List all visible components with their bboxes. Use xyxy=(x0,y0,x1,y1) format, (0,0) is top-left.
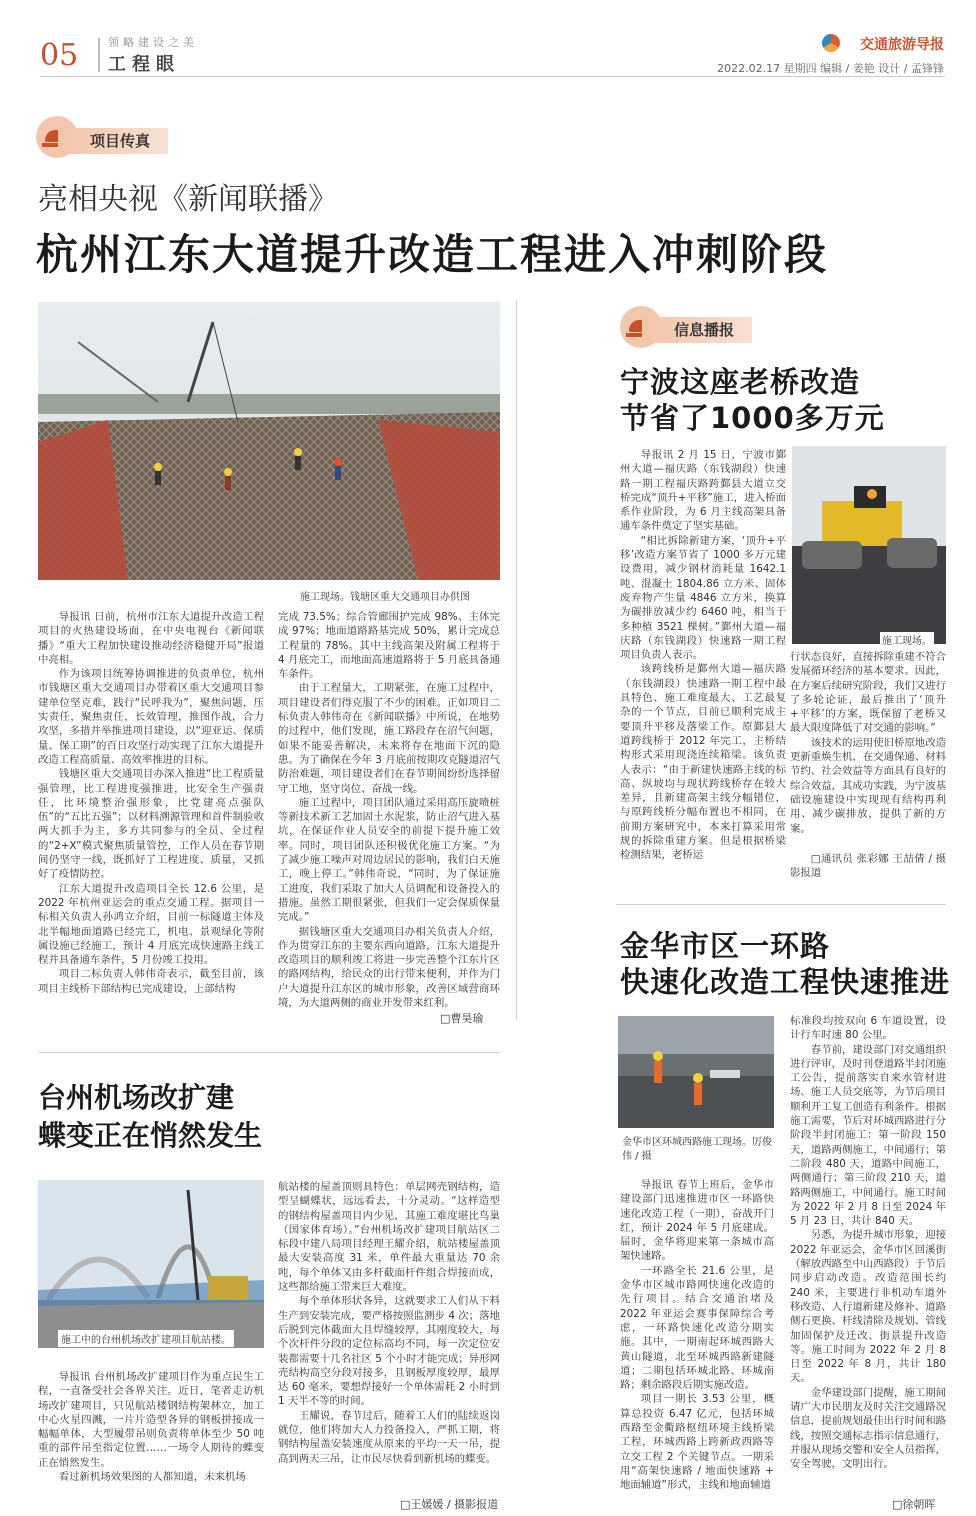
taizhou-photo-caption: 施工中的台州机场改扩建项目航站楼。 xyxy=(58,1330,234,1347)
taizhou-byline: □王媛媛 / 摄影报道 xyxy=(400,1498,499,1511)
paragraph: 导报讯 2 月 15 日，宁波市鄞州大道—福庆路（东钱湖段）快速路一期工程福庆路跨鄞县大道立交桥完成“顶升+平移”施工，进入桥面系作业阶段，为 6 月主线高架具备通车条件奠定了坚实基础。 xyxy=(620,449,786,533)
jinhua-photo xyxy=(618,1016,774,1128)
jinhua-title-line1: 金华市区一环路 xyxy=(620,929,831,963)
paragraph: 项目一期长 3.53 公里，概算总投资 6.47 亿元，包括环城西路至金衢路枢纽环境主线桥梁工程，环城西路上跨新政西路等立交工程 2 个关键节点。一期采用“高架快速路 / 地面快速路 + 地面辅道”形式，主线和地面辅道 xyxy=(620,1393,774,1492)
main-photo-caption: 施工现场。钱塘区重大交通项目办供图 xyxy=(300,592,470,603)
paragraph: 该技术的运用使旧桥原地改造更新重焕生机，在交通保通、材料节约、社会效益等方面具有良好的综合效益，其成功实践，为宁波基础设施建设中实现现有结构再利用、减少碳排放，提供了新的方案。 xyxy=(790,736,946,835)
paragraph: 另悉，为提升城市形象，迎接 2022 年亚运会，金华市区回溪街（解放西路至中山西路段）于节后同步启动改造。改造范围长约 240 米，主要进行非机动车道外移改造、人行道新建及修补、道路侧石更换、杆线清除及规划、管线加固保护及迁改、街景提升改造等。施工时间为 2022 年 2 月 8 日至 2022 年 8 月，共计 180 天。 xyxy=(790,1229,946,1385)
paragraph: 春节前，建设部门对交通组织进行评审，及时刊登道路半封闭施工公告，提前落实自来水管材进场、施工人员交底等，为节后项目顺利开工复工创造有利条件。根据施工需要，节后对环城西路进行分阶段半封闭施工：第一阶段 150 天，道路两侧施工，中间通行；第二阶段 480 天，道路中间施工，两侧通行；第三阶段 210 天，道路两侧施工，中间通行。施工时间为 2022 年 2 月 8 日至 2024 年 5 月 23 日，共计 840 天。 xyxy=(790,1043,946,1228)
taizhou-photo xyxy=(38,1180,264,1348)
taizhou-title-line2: 蝶变正在悄然发生 xyxy=(38,1119,263,1152)
taizhou-column-1 xyxy=(38,1370,264,1484)
header-divider xyxy=(98,38,100,72)
ningbo-title-line1: 宁波这座老桥改造 xyxy=(620,365,861,399)
header-rule xyxy=(40,76,945,77)
paragraph: 行状态良好，直接拆除重建不符合发展循环经济的基本要求。因此，在方案后续研究阶段，我们又进行了多轮论证，最后推出了‘顶升+平移’的方案，既保留了老桥又最大限度降低了对交通的影响。” xyxy=(790,651,946,735)
section-tag-project: 项目传真 xyxy=(58,128,168,154)
page-number: 05 xyxy=(40,38,79,73)
paragraph: 王耀说，春节过后，随着工人们的陆续返岗就位，他们将加大人力投备投入，严抓工期，将钢结构屋盖安装速度从原来的平均一天一吊，提高到两天三吊，让市民尽快看到新机场的蝶变。 xyxy=(278,1409,500,1465)
ningbo-byline xyxy=(790,852,946,881)
paragraph: 完成 73.5%；综合管廊围护完成 98%、主体完成 97%；地面道路路基完成 50%，累计完成总工程量的 78%。其中主线高架及附属工程将于 4 月底完工，而地面高速道路将于 5 月底具备通车条件。 xyxy=(278,611,500,681)
ningbo-column-2 xyxy=(790,650,946,836)
paragraph: “相比拆除新建方案，‘顶升+平移’改造方案节省了 1000 多万元建设费用，减少钢材消耗量 1642.1 吨、混凝土 1804.86 立方米、固体废弃物产生量 4846 立方米，换算为碳排放减少约 6460 吨，相当于多种植 3521 棵树。”鄞州大道—福庆路（东钱湖段）快速路一期工程项目负责人表示。 xyxy=(620,534,786,662)
paragraph: 标准段均按双向 6 车道设置，设计行车时速 80 公里。 xyxy=(790,1015,946,1042)
section-divider xyxy=(616,904,946,905)
main-column-2 xyxy=(278,610,500,1010)
ningbo-photo xyxy=(792,446,946,644)
paragraph: 导报讯 春节上班后，金华市建设部门迅速推进市区一环路快速化改造工程（一期），奋战开门红，预计 2024 年 5 月底建成。届时，金华将迎来第一条城市高架快速路。 xyxy=(620,1179,774,1263)
brand-name: 交通旅游导报 xyxy=(860,37,944,53)
brand-logo-icon xyxy=(822,34,840,52)
paragraph: 项目二标负责人韩伟奇表示，截至目前，该项目主线桥下部结构已完成建设，上部结构 xyxy=(38,968,264,995)
jinhua-title-line2: 快速化改造工程快速推进 xyxy=(620,965,951,999)
jinhua-byline: □徐朝晖 xyxy=(892,1498,936,1511)
main-kicker: 亮相央视《新闻联播》 xyxy=(38,182,338,217)
paragraph: 作为该项目统筹协调推进的负责单位，杭州市钱塘区重大交通项目办带着区重大交通项目参建单位坚克难，践行“民呼我为”，聚焦问题，压实责任，聚焦责任，长效管理，推图作战，合力攻坚，多措并举推进项目建设，以“迎亚运、保质量、保工期”的百日攻坚行动实现了江东大道提升改造工程高质量、高效率推进的目标。 xyxy=(38,668,264,766)
section-tag-info: 信息播报 xyxy=(642,317,752,343)
paragraph: 金华建设部门提醒，施工期间请广大市民朋友及时关注交通路况信息，提前规划最佳出行时间和路线，按照交通标志指示信息通行，并服从现场交警和安全人员指挥，安全驾驶，文明出行。 xyxy=(790,1386,946,1471)
paragraph: 航站楼的屋盖顶则具特色：单层网壳钢结构，造型呈蝴蝶状，远远看去，十分灵动。“这样造型的钢结构屋盖项目内少见，其施工难度堪比鸟巢（国家体育场）。”台州机场改扩建项目航站区二标段中建八局项目经理王耀介绍，航站楼屋盖顶最大安装高度 31 米，单件最大重量达 70 余吨，每个单体又由多杆截面杆件组合焊接而成，这些都给施工带来巨大难度。 xyxy=(278,1181,500,1294)
main-headline: 杭州江东大道提升改造工程进入冲刺阶段 xyxy=(36,230,829,279)
section-divider xyxy=(38,1052,500,1053)
paragraph: 该跨线桥是鄞州大道—福庆路（东钱湖段）快速路一期工程中最具特色、施工难度最大、工艺最复杂的一个节点，目前已顺利完成主要顶升平移及落梁工作。原鄞县大道跨线桥于 2012 年完工，主桥结构形式采用现浇连续箱梁。该负责人表示：“由于新建快速路主线的标高、纵坡均与现状跨线桥存在较大差异，且新建高架主线分幅错位，与原跨线桥分幅布置也不相同，在前期方案研究中，本来打算采用常规的拆除重建方案。但是根据桥梁检测结果，老桥运 xyxy=(620,663,786,862)
taizhou-column-2 xyxy=(278,1180,500,1466)
paragraph: 施工过程中，项目团队通过采用高压旋喷桩等新技术新工艺加固土水泥浆，防止沼气进入基坑，在保证作业人员安全的前提下提升施工效率。同时，项目团队还积极优化施工方案。“为了减少施工噪声对周边居民的影响，我们白天施工，晚上停工。”韩伟奇说，“同时，为了保证施工进度，我们采取了加大人员调配和设备投入的措施。虽然工期很紧张，但我们一定会保质保量完成。” xyxy=(278,796,500,924)
jinhua-column-2 xyxy=(790,1014,946,1472)
ningbo-photo-caption: 施工现场。 xyxy=(880,632,934,647)
paragraph: 据钱塘区重大交通项目办相关负责人介绍，作为贯穿江东的主要东西向道路，江东大道提升改造项目的顺利竣工将进一步完善整个江东片区的路网结构，给民众的出行带来便利，并作为门户大道提升江东区的城市形象，改善区域营商环境，为大道两侧的商业开发带来红利。 xyxy=(278,925,500,1010)
column-divider xyxy=(516,300,517,1020)
jinhua-photo-caption: 金华市区环城西路施工现场。厉俊伟 / 摄 xyxy=(622,1137,772,1162)
paragraph: 由于工程量大，工期紧张，在施工过程中，项目建设者们得克服了不少的困难。正如项目二标负责人韩伟奇在《新闻联播》中所说，在地势的过程中，他们发现，施工路段存在沼气问题，如果不能妥善解决，未来将存在地面下沉的隐患。为了确保在今年 3 月底前按期攻克隧道沼气防治难题，项目建设者们在春节期间纷纷选择留守工地，坚守岗位、奋战一线。 xyxy=(278,682,500,795)
main-byline: □曹昊瑜 xyxy=(440,1012,484,1025)
ningbo-title-line2: 节省了1000多万元 xyxy=(620,401,885,435)
jinhua-column-1 xyxy=(620,1178,774,1493)
main-column-1 xyxy=(38,610,264,996)
paragraph: 每个单体形状各异，这就要求工人们从下料生产到安装完成，要严格按照监测步 4 次；落地后脱到完体截面大且焊缝较厚，其刚度较大，每个次杆件分段的定位标高均不同，每一次定位安装都需要十几名社区 5 个小时才能完成；异形网壳结构高空分段对接多，且钢板厚度较厚，最厚达 60 毫米，要想焊接好一个单体需耗 2 小时到 1 天半不等的时间。 xyxy=(278,1295,500,1408)
ningbo-column-1 xyxy=(620,448,786,863)
paragraph: 江东大道提升改造项目全长 12.6 公里，是 2022 年杭州亚运会的重点交通工程。据项目一标相关负责人孙鸿立介绍，目前一标隧道主体及北半幅地面道路已经完工，机电、景观绿化等附属设施已经施工，预计 4 月底完成快速路主线工程并具备通车条件，5 月份竣工投用。 xyxy=(38,882,264,967)
header-tagline: 领略建设之美 xyxy=(108,36,198,49)
paragraph: 一环路全长 21.6 公里，是金华市区城市路网快速化改造的先行项目。结合交通治堵及 2022 年亚运会赛事保障综合考虑，一环路快速化改造分期实施。其中，一期南起环城西路大黄山隧道，北至环城西路新建隧道；二期包括环城北路、环城南路；剩余路段后期实施改造。 xyxy=(620,1264,774,1392)
paragraph: 钱塘区重大交通项目办深入推进“比工程质量强管理，比工程进度强推进，比安全生产强责任，比环境整治强形象，比党建亮点强队伍”的“五比五强”；以材料溯源管理和首件制验收两大抓手为主，多方共同参与的全员、全过程的“2+X”模式聚焦质量管控，工作人员在春节期间仍坚守一线，既抓好了工程进度、质量，又抓好了疫情防控。 xyxy=(38,768,264,881)
section-title: 工程眼 xyxy=(108,54,180,75)
paragraph: 导报讯 日前，杭州市江东大道提升改造工程项目的火热建设场面，在中央电视台《新闻联播》“重大工程加快建设推动经济稳健开局”报道中亮相。 xyxy=(38,611,264,666)
date-line: 2022.02.17 星期四 编辑 / 姜艳 设计 / 孟锋锋 xyxy=(717,62,944,75)
paragraph: □通讯员 张彩娜 王喆倩 / 摄影报道 xyxy=(790,853,946,880)
paragraph: 导报讯 台州机场改扩建项目作为重点民生工程，一直备受社会各界关注。近日，笔者走访机场改扩建项目，只见航站楼钢结构架林立，加工中心火星四溅，一片片造型各异的钢板拼接成一幅幅单体，大型履带吊则负责将单体至少 50 吨重的部件吊至指定位置……一场令人期待的蝶变正在悄然发生。 xyxy=(38,1371,264,1469)
paragraph: 看过新机场效果图的人都知道，未来机场 xyxy=(58,1471,246,1484)
construction-photo xyxy=(38,302,500,580)
taizhou-title-line1: 台州机场改扩建 xyxy=(38,1081,235,1114)
